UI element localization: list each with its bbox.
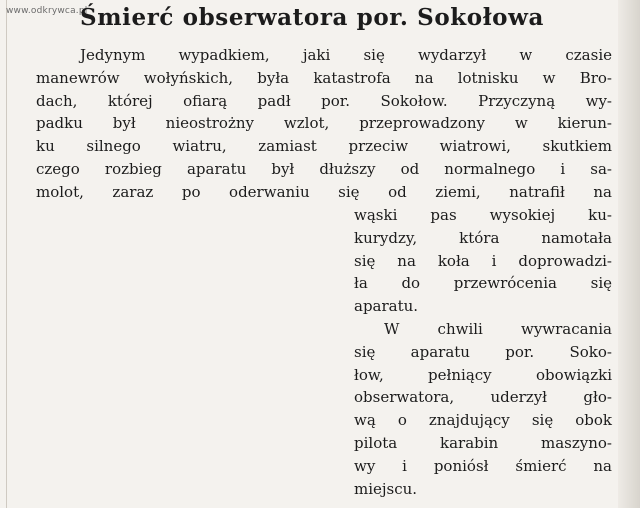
article-line: czego rozbieg aparatu był dłuższy od normalnego i sa- bbox=[36, 159, 612, 178]
column-divider bbox=[6, 0, 7, 508]
article-line: manewrów wołyńskich, była katastrofa na lotnisku w Bro- bbox=[36, 68, 612, 87]
watermark: www.odkrywca.pl bbox=[6, 6, 88, 16]
article-line: ła do przewrócenia się bbox=[354, 274, 612, 293]
article-headline: Śmierć obserwatora por. Sokołowa bbox=[80, 4, 545, 31]
article-line: się aparatu por. Soko- bbox=[354, 342, 612, 361]
article-line: W chwili wywracania bbox=[384, 319, 612, 338]
article-line: dach, której ofiarą padł por. Sokołow. Przyczyną wy- bbox=[36, 91, 612, 110]
article-line: kurydzy, która namotała bbox=[354, 228, 612, 247]
article-line: padku był nieostrożny wzlot, przeprowadzony w kierun- bbox=[36, 114, 612, 133]
article-line: ku silnego wiatru, zamiast przeciw wiatrowi, skutkiem bbox=[36, 137, 612, 156]
page-edge-shadow bbox=[618, 0, 640, 508]
article-line: miejscu. bbox=[354, 479, 418, 498]
article-line: łow, pełniący obowiązki bbox=[354, 365, 612, 384]
article-line: molot, zaraz po oderwaniu się od ziemi, natrafił na bbox=[36, 182, 612, 201]
article-line: wąski pas wysokiej ku- bbox=[354, 206, 612, 224]
article-line: pilota karabin maszyno- bbox=[354, 433, 612, 452]
article-line: aparatu. bbox=[354, 297, 419, 316]
article-body-column bbox=[354, 204, 612, 500]
article-line: wy i poniósł śmierć na bbox=[354, 456, 612, 475]
article-line: Jedynym wypadkiem, jaki się wydarzył w czasie bbox=[80, 46, 612, 64]
article-body-full-width bbox=[36, 44, 612, 204]
article-line: obserwatora, uderzył gło- bbox=[354, 388, 612, 407]
article-line: wą o znajdujący się obok bbox=[354, 411, 612, 430]
article-line: się na koła i doprowadzi- bbox=[354, 251, 612, 270]
